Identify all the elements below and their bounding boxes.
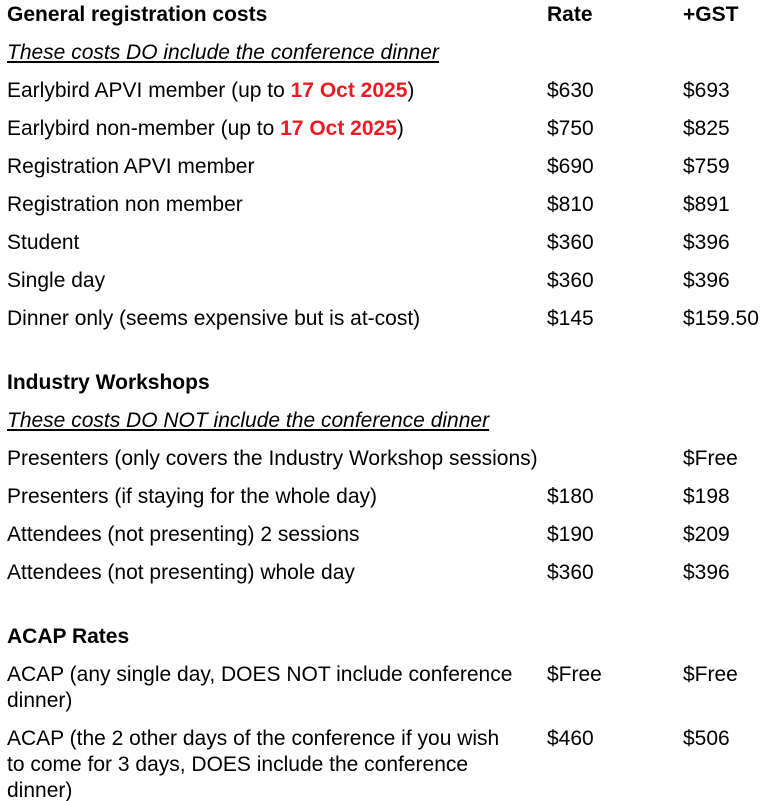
gst-value: $209 [683,523,730,546]
section-title-row [7,624,763,650]
table-row [7,230,763,256]
gst-value: $396 [683,231,730,254]
section-note: These costs DO NOT include the conference dinner [7,409,490,432]
rate-value: $180 [547,485,594,508]
section-title: ACAP Rates [7,625,130,648]
gst-value: $Free [683,663,738,686]
row-label: Presenters (only covers the Industry Workshop sessions) [7,447,538,470]
rate-value: $690 [547,155,594,178]
gst-value: $506 [683,727,730,750]
gst-column-header: +GST [683,3,739,26]
row-label: Presenters (if staying for the whole day) [7,485,378,508]
rate-value: $360 [547,231,594,254]
row-label: Dinner only (seems expensive but is at-cost) [7,307,421,330]
row-label: ACAP (any single day, DOES NOT include conference dinner) [7,663,513,712]
table-row [7,560,763,586]
table-row [7,726,763,801]
rate-value: $190 [547,523,594,546]
row-label: Attendees (not presenting) 2 sessions [7,523,360,546]
gst-value: $825 [683,117,730,140]
table-row [7,268,763,294]
table-row [7,116,763,142]
row-label: Student [7,231,80,254]
row-label: Registration non member [7,193,243,216]
gst-value: $Free [683,447,738,470]
deadline-date: 17 Oct 2025 [280,117,397,140]
table-row [7,154,763,180]
rate-value: $360 [547,561,594,584]
note-row [7,40,763,66]
table-row [7,192,763,218]
table-row [7,306,763,332]
rate-value: $630 [547,79,594,102]
gst-value: $198 [683,485,730,508]
row-label: Attendees (not presenting) whole day [7,561,355,584]
table-row [7,662,763,714]
deadline-date: 17 Oct 2025 [290,79,408,102]
rate-value: $Free [547,663,602,686]
gst-value: $396 [683,269,730,292]
table-header-row [7,2,763,28]
section-acap-rates [7,624,763,801]
table-row [7,484,763,510]
gst-value: $396 [683,561,730,584]
table-row [7,522,763,548]
row-label: Registration APVI member [7,155,255,178]
table-row [7,78,763,104]
section-title-row [7,370,763,396]
gst-value: $891 [683,193,730,216]
row-label: Single day [7,269,106,292]
rate-column-header: Rate [547,3,593,26]
rate-value: $810 [547,193,594,216]
section-note: These costs DO include the conference dinner [7,41,439,64]
row-label: ACAP (the 2 other days of the conference if you wish to come for 3 days, DOES include the conference dinner) [7,727,500,801]
rate-value: $145 [547,307,594,330]
row-label: Earlybird APVI member (up to 17 Oct 2025) [7,79,415,102]
gst-value: $159.50 [683,307,759,330]
note-row [7,408,763,434]
section-general-registration [7,2,763,332]
gst-value: $759 [683,155,730,178]
rate-value: $460 [547,727,594,750]
table-row [7,446,763,472]
section-industry-workshops [7,370,763,586]
row-label: Earlybird non-member (up to 17 Oct 2025) [7,117,404,140]
gst-value: $693 [683,79,730,102]
rate-value: $360 [547,269,594,292]
section-title: General registration costs [7,3,268,26]
rate-value: $750 [547,117,594,140]
section-title: Industry Workshops [7,371,210,394]
